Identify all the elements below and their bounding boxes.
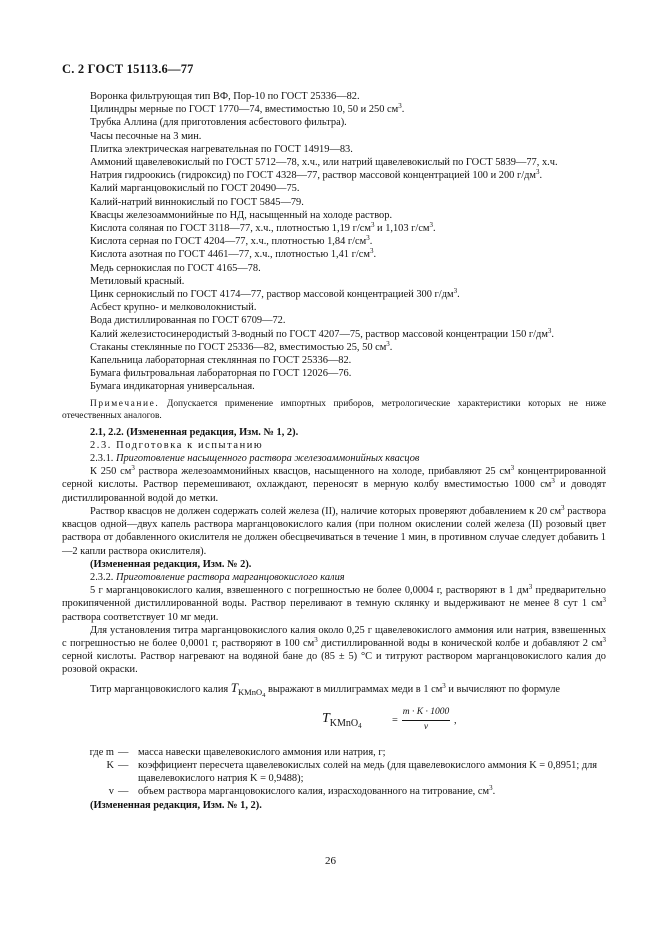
list-item: Бумага индикаторная универсальная. (90, 381, 255, 393)
section-2-3-title: 2.3. Подготовка к испытанию (90, 439, 264, 451)
list-item: Часы песочные на 3 мин. (90, 130, 202, 142)
note-label: Примечание. (90, 398, 160, 409)
list-item: Кислота соляная по ГОСТ 3118—77, х.ч., плотностью 1,19 $г/см^3$ и 1,103 $г/см^3$. (90, 221, 436, 235)
list-item: Кислота азотная по ГОСТ 4461—77, х.ч., плотностью 1,41 $г/см^3$. (90, 247, 377, 261)
list-item: Калий-натрий виннокислый по ГОСТ 5845—79. (90, 196, 304, 208)
list-item: Натрия гидроокись (гидроксид) по ГОСТ 4328—77, раствор массовой концентрацией 100 и 200 $г/дм^3$. (90, 168, 543, 182)
list-item: Вода дистиллированная по ГОСТ 6709—72. (90, 315, 286, 327)
page-header: С. 2 ГОСТ 15113.6—77 (62, 62, 194, 76)
section-2-1: 2.1, 2.2. (Измененная редакция, Изм. № 1, 2). (90, 426, 299, 438)
list-item: Калий марганцовокислый по ГОСТ 20490—75. (90, 183, 300, 195)
paragraph: Раствор квасцов не должен содержать солей железа (II), наличие которых проверяют добавлением к 20 $см^3$ раствора квасцов одной—двух капель раствора марганцовокислого калия (при полном окислении солей железа (II) розовый цвет раствора от добавленного окислителя не должен обесцвечиваться в течение 1 мин, в противном случае следует добавить 1—2 капли раствора окислителя). (62, 503, 606, 557)
list-item: Аммоний щавелевокислый по ГОСТ 5712—78, х.ч., или натрий щавелевокислый по ГОСТ 5839—77, х.ч. (90, 157, 558, 169)
list-item: Капельница лабораторная стеклянная по ГОСТ 25336—82. (90, 355, 352, 367)
list-item: Медь сернокислая по ГОСТ 4165—78. (90, 262, 261, 274)
list-item: Асбест крупно- и мелковолокнистый. (90, 302, 257, 314)
page-number: 26 (325, 855, 336, 867)
where-row: где m — масса навески щавелевокислого аммония или натрия, г; (89, 746, 386, 758)
section-2-3-2-title: 2.3.2. Приготовление раствора марганцовокислого калия (90, 571, 345, 583)
page-body (62, 90, 606, 812)
list-item: Воронка фильтрующая тип ВФ, Пор-10 по ГОСТ 25336—82. (90, 91, 360, 102)
formula-fraction (402, 706, 450, 734)
list-item: Цинк сернокислый по ГОСТ 4174—77, раствор массовой концентрацией 300 $г/дм^3$. (90, 287, 460, 301)
formula-denominator: v (423, 721, 429, 732)
list-item: Калий железистосинеродистый 3-водный по ГОСТ 4207—75, раствор массовой концентрации 150 $г/дм^3$. (90, 326, 555, 340)
paragraph: 5 г марганцовокислого калия, взвешенного с погрешностью не более 0,0004 г, растворяют в 1 $дм^3$ предварительно прокипяченной дистиллированной воды. Раствор переливают в темную склянку и выдерживают не менее 8 сут 1 $см^3$ раствора соответствует 10 мг меди. (62, 583, 606, 623)
list-item: Бумага фильтровальная лабораторная по ГОСТ 12026—76. (90, 368, 352, 380)
formula-numerator: m · K · 1000 (402, 706, 450, 721)
revision-note: (Измененная редакция, Изм. № 1, 2). (90, 799, 262, 811)
where-row: K — коэффициент пересчета щавелевокислых солей на медь (для щавелевокислого аммония K = 0,8951; для щавелевокислого натрия K = 0,9488); (106, 759, 598, 785)
formula: $T_{KMnO4}$ = $\frac{m \cdot K \cdot 1000}{v}$ , (62, 702, 606, 746)
list-item: Трубка Аллина (для приготовления асбестового фильтра). (90, 117, 347, 129)
list-item: Плитка электрическая нагревательная по ГОСТ 14919—83. (90, 143, 353, 155)
paragraph: Для установления титра марганцовокислого калия около 0,25 г щавелевокислого аммония или натрия, взвешенных с погрешностью не более 0,0001 г, растворяют в 100 $см^3$ дистиллированной воды в конической колбе и добавляют 2 $см^3$ серной кислоты. Раствор нагревают на водяной бане до (85 ± 5) °С и титруют раствором марганцовокислого калия до розовой окраски. (62, 624, 607, 676)
list-item: Цилиндры мерные по ГОСТ 1770—74, вместимостью 10, 50 и 250 $см^3$. (90, 102, 405, 116)
note: Примечание. Допускается применение импортных приборов, метрологические характеристики которых не ниже отечественных аналогов. (62, 398, 606, 421)
section-2-3-1-title: 2.3.1. Приготовление насыщенного раствора железоаммонийных квасцов (90, 453, 420, 465)
paragraph: Титр марганцовокислого калия $T_{KMnO4}$ выражают в миллиграммах меди в 1 $см^3$ и вычисляют по формуле (90, 679, 560, 699)
formula-equals: = (392, 714, 398, 726)
list-item: Квасцы железоаммонийные по НД, насыщенный на холоде раствор. (90, 209, 393, 221)
where-row: v — объем раствора марганцовокислого калия, израсходованного на титрование, $см^3$. (108, 784, 496, 798)
where-list (62, 746, 606, 799)
paragraph: К 250 $см^3$ раствора железоаммонийных квасцов, насыщенного на холоде, прибавляют 25 $см^3$ концентрированной серной кислоты. Раствор перемешивают, охлаждают, переносят в мерную колбу вместимостью 1000 $см^3$ и доводят дистиллированной водой до метки. (62, 464, 606, 504)
revision-note: (Измененная редакция, Изм. № 2). (90, 558, 252, 570)
list-item: Метиловый красный. (90, 275, 185, 287)
list-item: Кислота серная по ГОСТ 4204—77, х.ч., плотностью 1,84 $г/см^3$. (90, 234, 373, 248)
list-item: Стаканы стеклянные по ГОСТ 25336—82, вместимостью 25, 50 $см^3$. (90, 339, 393, 353)
formula-lhs: $T_{KMnO4}$ (322, 710, 362, 730)
